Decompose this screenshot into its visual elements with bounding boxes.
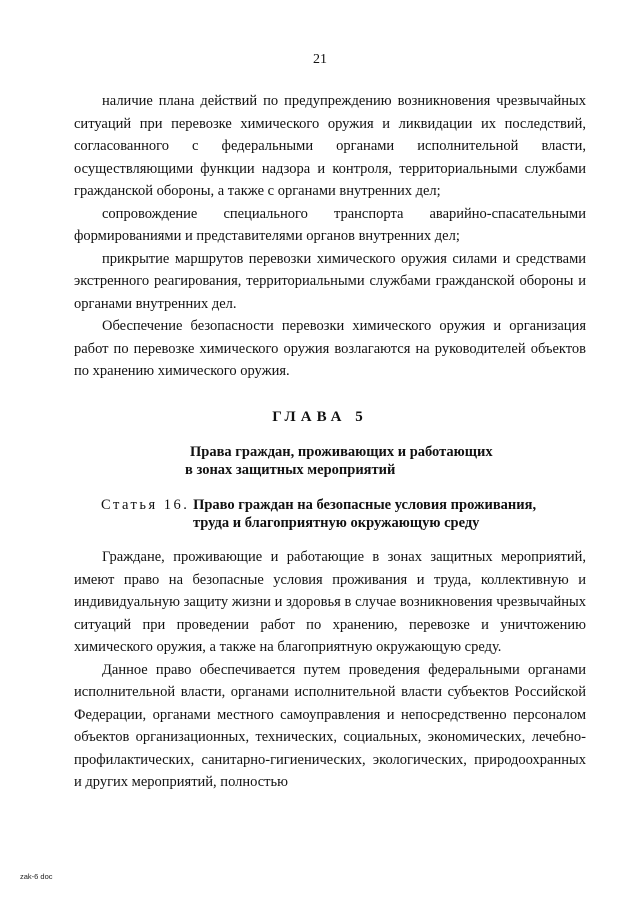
chapter-title-line: Права граждан, проживающих и работающих [190, 444, 493, 460]
paragraph: наличие плана действий по предупреждению возникновения чрезвычайных ситуаций при перевозке химического оружия и ликвидации их последствий, согласованного с федеральными органами исполнительной власти, осуществляющими функции надзора и контроля, территориальными службами гражданской обороны, а также с органами внутренних дел; [74, 93, 586, 199]
chapter-title [185, 443, 585, 479]
paragraph: Граждане, проживающие и работающие в зонах защитных мероприятий, имеют право на безопасные условия проживания и труда, коллективную и индивидуальную защиту жизни и здоровья в случае возникновения чрезвычайных ситуаций при проведении работ по хранению, перевозке и уничтожению химического оружия, а также на благоприятную окружающую среду. [74, 549, 586, 655]
bottom-text-block [74, 546, 586, 794]
page-number: 21 [313, 52, 327, 67]
paragraph: прикрытие маршрутов перевозки химического оружия силами и средствами экстренного реагирования, территориальными службами гражданской обороны и органами внутренних дел. [74, 250, 586, 312]
paragraph: Обеспечение безопасности перевозки химического оружия и организация работ по перевозке химического оружия возлагаются на руководителей объектов по хранению химического оружия. [74, 318, 586, 379]
chapter-title-line: в зонах защитных мероприятий [185, 462, 396, 478]
article-title-line: Право граждан на безопасные условия проживания, [193, 497, 537, 513]
paragraph: Данное право обеспечивается путем проведения федеральными органами исполнительной власти, органами исполнительной власти субъектов Российской Федерации, органами местного самоуправления и непосредственно персоналом объектов организационных, технических, социальных, экономических, лечебно-профилактических, санитарно-гигиенических, экологических, природоохранных и других мероприятий, полностью [74, 661, 586, 790]
footer-filename: zak-6 doc [20, 872, 53, 881]
chapter-heading: ГЛАВА 5 [272, 409, 368, 425]
paragraph: сопровождение специального транспорта аварийно-спасательными формированиями и представителями органов внутренних дел; [74, 205, 586, 244]
article-title-line: труда и благоприятную окружающую среду [193, 515, 480, 531]
article-heading [101, 496, 601, 532]
article-prefix: Статья 16. [101, 497, 190, 513]
top-text-block [74, 90, 586, 383]
